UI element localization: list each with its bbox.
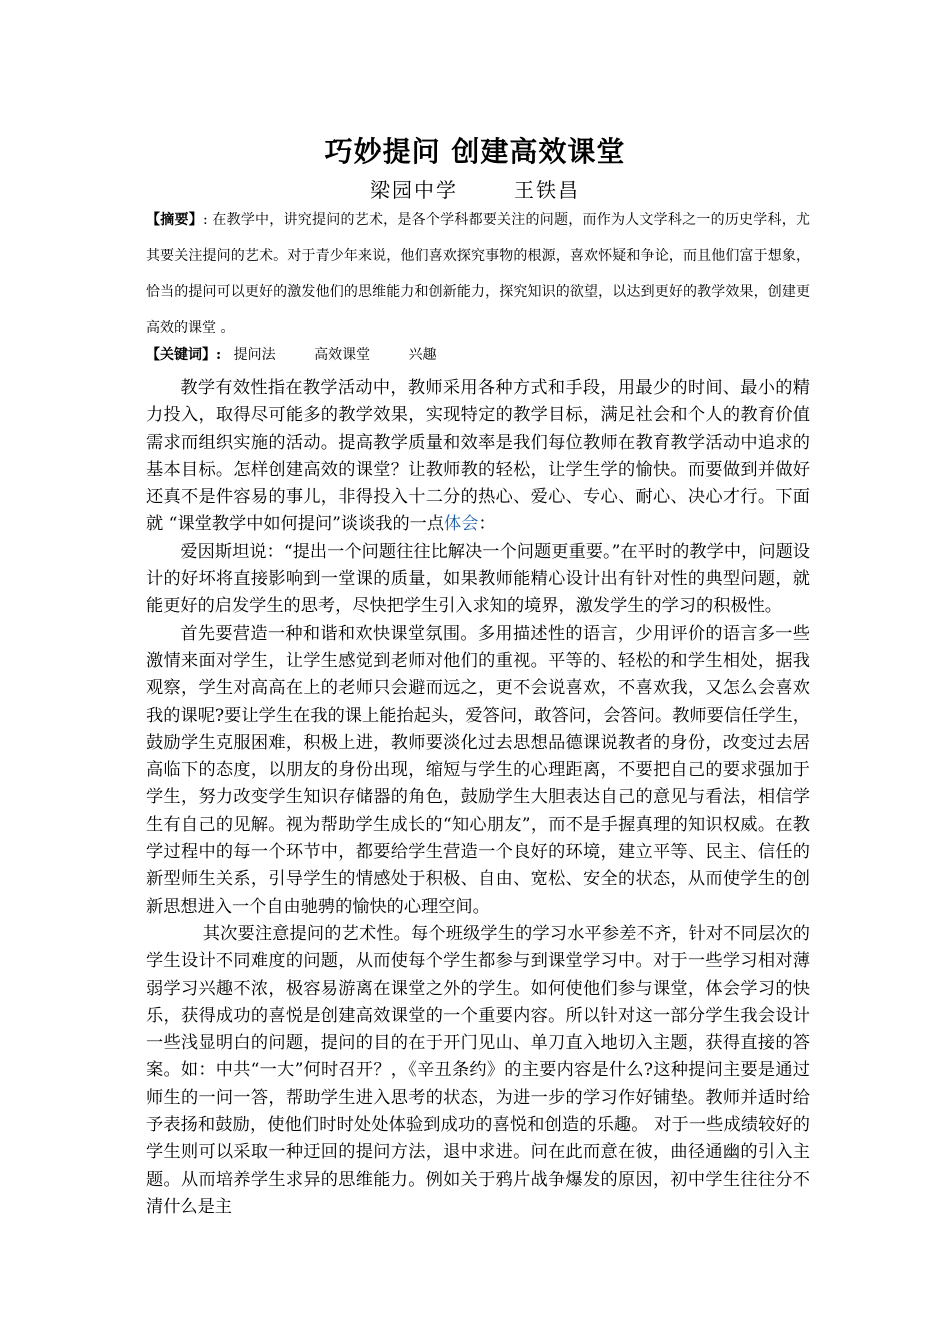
school-name: 梁园中学 — [370, 178, 458, 202]
abstract-label: 【摘要】 — [146, 212, 203, 228]
keyword-item: 提问法 — [233, 347, 276, 363]
keywords-label: 【关键词】: — [146, 347, 222, 363]
paragraph: 爱因斯坦说：“提出一个问题往往比解决一个问题更重要。”在平时的教学中，问题设计的好坏将直接影响到一堂课的质量，如果教师能精心设计出有针对性的典型问题，就能更好的启发学生的思考，尽快把学生引入求知的境界，激发学生的学习的积极性。 — [146, 541, 810, 617]
paragraph — [146, 375, 810, 539]
keywords-line — [146, 343, 810, 367]
author-line — [0, 174, 950, 203]
author-name: 王铁昌 — [514, 178, 580, 202]
paragraph-text: 教学有效性指在教学活动中，教师采用各种方式和手段，用最少的时间、最小的精力投入，取得尽可能多的教学效果，实现特定的教学目标，满足社会和个人的教育价值需求而组织实施的活动。提高教学质量和效率是我们每位教师在教育教学活动中追求的基本目标。怎样创建高效的课堂？让教师教的轻松，让学生学的愉快。而要做到并做好还真不是件容易的事儿，非得投入十二分的热心、爱心、专心、耐心、决心才行。下面就 “课堂教学中如何提问”谈谈我的一点 — [146, 378, 810, 535]
paragraph-end: ： — [478, 514, 496, 535]
document-title: 巧妙提问 创建高效课堂 — [324, 135, 626, 168]
abstract-block — [146, 202, 810, 346]
abstract-text: : 在教学中，讲究提问的艺术，是各个学科都要关注的问题，而作为人文学科之一的历史学科，尤其要关注提问的艺术。对于青少年来说，他们喜欢探究事物的根源，喜欢怀疑和争论，而且他们富于想象，恰当的提问可以更好的激发他们的思维能力和创新能力，探究知识的欲望，以达到更好的教学效果，创建更高效的课堂 。 — [146, 212, 811, 336]
keyword-item: 高效课堂 — [314, 347, 371, 363]
paragraph: 其次要注意提问的艺术性。每个班级学生的学习水平参差不齐，针对不同层次的学生设计不同难度的问题，从而使每个学生都参与到课堂学习中。对于一些学习相对薄弱学习兴趣不浓，极容易游离在课堂之外的学生。如何使他们参与课堂，体会学习的快乐，获得成功的喜悦是创建高效课堂的一个重要内容。所以针对这一部分学生我会设计一些浅显明白的问题，提问的目的在于开门见山、单刀直入地切入主题，获得直接的答案。如：中共“一大”何时召开？，《辛丑条约》的主要内容是什么?这种提问主要是通过师生的一问一答，帮助学生进入思考的状态，为进一步的学习作好铺垫。教师并适时给予表扬和鼓励，使他们时时处处体验到成功的喜悦和创造的乐趣。 对于一些成绩较好的学生则可以采取一种迂回的提问方法，退中求进。问在此而意在彼，曲径通幽的引入主题。从而培养学生求异的思维能力。例如关于鸦片战争爆发的原因，初中学生往往分不清什么是主 — [146, 923, 810, 1217]
body-text — [146, 375, 810, 1221]
keyword-item: 兴趣 — [408, 347, 437, 363]
hyperlink-word[interactable]: 体会 — [444, 514, 479, 535]
paragraph: 首先要营造一种和谐和欢快课堂氛围。多用描述性的语言，少用评价的语言多一些激情来面对学生，让学生感觉到老师对他们的重视。平等的、轻松的和学生相处，据我观察，学生对高高在上的老师只会避而远之，更不会说喜欢，不喜欢我，又怎么会喜欢我的课呢?要让学生在我的课上能抬起头，爱答问，敢答问，会答问。教师要信任学生，鼓励学生克服困难，积极上进，教师要淡化过去思想品德课说教者的身份，改变过去居高临下的态度，以朋友的身份出现，缩短与学生的心理距离，不要把自己的要求强加于学生，努力改变学生知识存储器的角色，鼓励学生大胆表达自己的意见与看法，相信学生有自己的见解。视为帮助学生成长的“知心朋友”，而不是手握真理的知识权威。在教学过程中的每一个环节中，都要给学生营造一个良好的环境，建立平等、民主、信任的新型师生关系，引导学生的情感处于积极、自由、宽松、安全的状态，从而使学生的创新思想进入一个自由驰骋的愉快的心理空间。 — [146, 623, 810, 917]
